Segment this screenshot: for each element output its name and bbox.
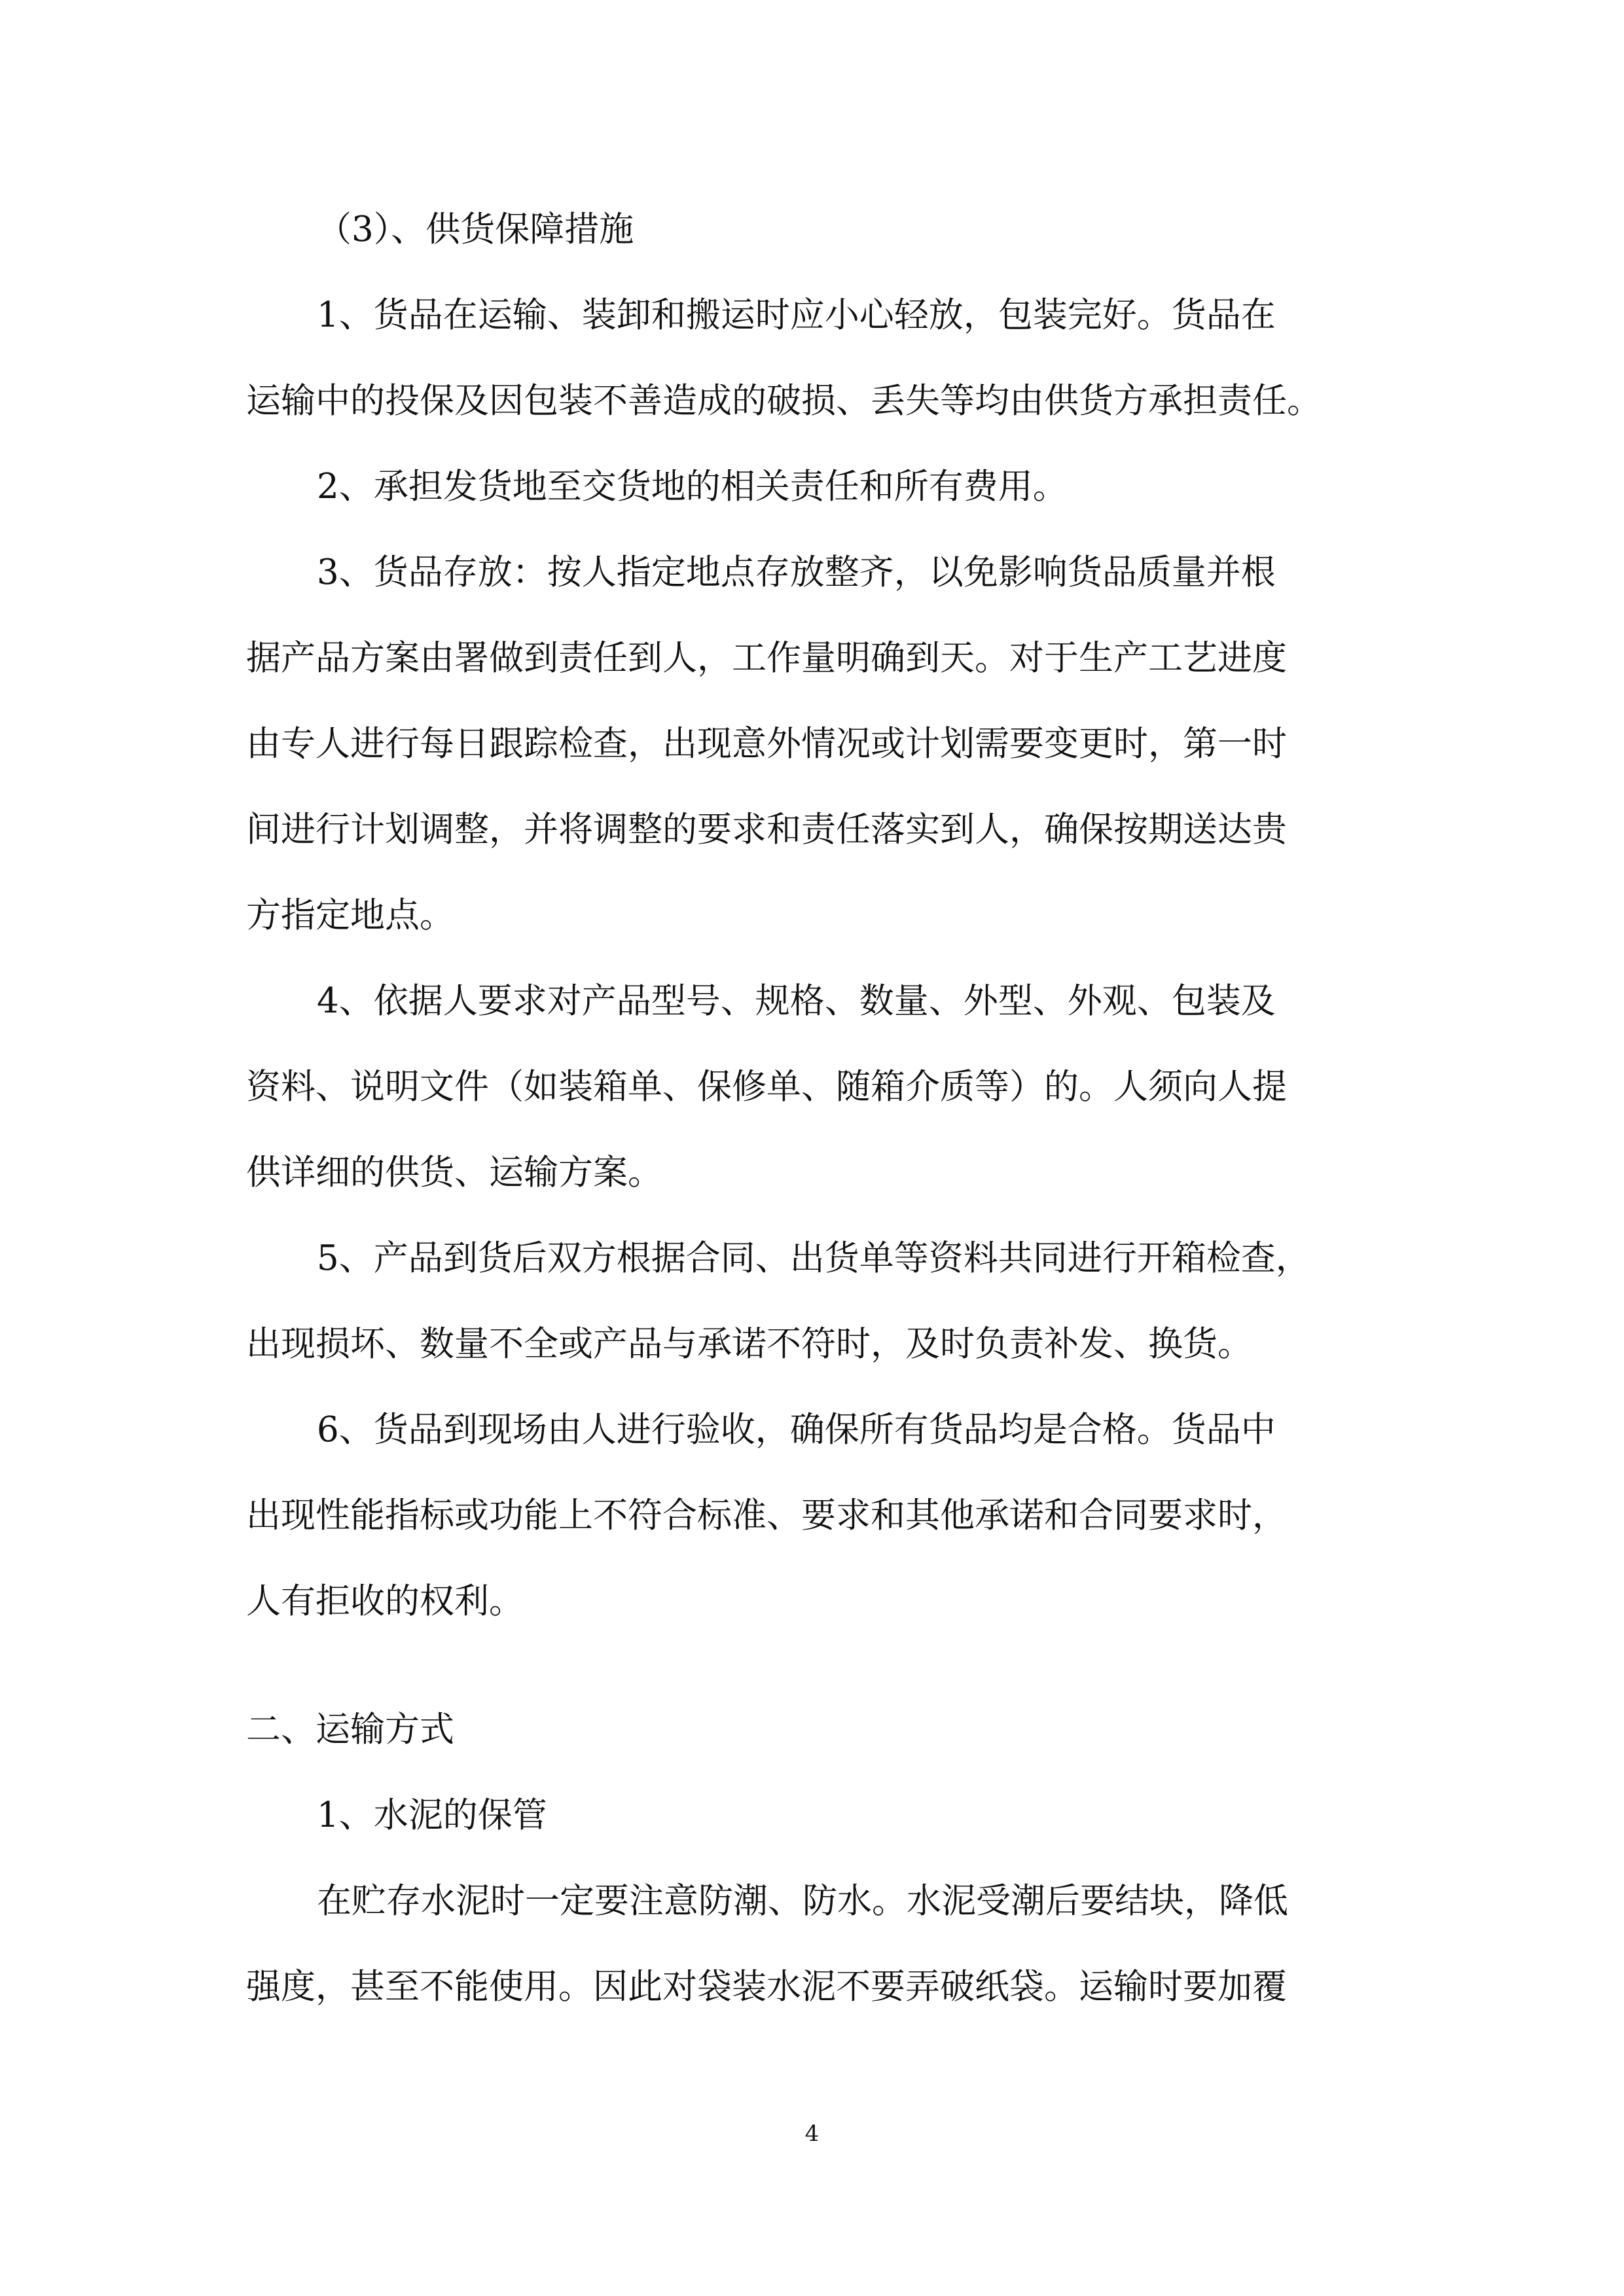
paragraph-line: 4、依据人要求对产品型号、规格、数量、外型、外观、包装及 [317,981,1276,1021]
paragraph-line: 在贮存水泥时一定要注意防潮、防水。水泥受潮后要结块，降低 [317,1881,1288,1921]
paragraph-line: 人有拒收的权利。 [246,1581,524,1621]
paragraph-line: 方指定地点。 [246,895,454,935]
paragraph-line: 1、货品在运输、装卸和搬运时应小心轻放，包装完好。货品在 [317,295,1276,335]
page-number: 4 [804,2121,820,2147]
body-text [246,208,1398,2051]
paragraph-line: 运输中的投保及因包装不善造成的破损、丢失等均由供货方承担责任。 [246,381,1322,421]
paragraph-line: 强度，甚至不能使用。因此对袋装水泥不要弄破纸袋。运输时要加覆 [246,1967,1287,2007]
paragraph-line: 据产品方案由署做到责任到人，工作量明确到天。对于生产工艺进度 [246,638,1287,678]
paragraph-line: 5、产品到货后双方根据合同、出货单等资料共同进行开箱检查， [317,1238,1310,1278]
paragraph-line: 由专人进行每日跟踪检查，出现意外情况或计划需要变更时，第一时 [246,724,1287,764]
section-heading: 二、运输方式 [246,1710,454,1749]
paragraph-line: 供详细的供货、运输方案。 [246,1153,662,1193]
paragraph-line: 6、货品到现场由人进行验收，确保所有货品均是合格。货品中 [317,1410,1276,1450]
subsection-heading: 1、水泥的保管 [317,1795,547,1835]
paragraph-line: 出现损坏、数量不全或产品与承诺不符时，及时负责补发、换货。 [246,1324,1252,1364]
paragraph-line: 间进行计划调整，并将调整的要求和责任落实到人，确保按期送达贵 [246,810,1287,850]
paragraph-line: 3、货品存放：按人指定地点存放整齐，以免影响货品质量并根 [317,552,1276,592]
paragraph-line: 出现性能指标或功能上不符合标准、要求和其他承诺和合同要求时， [246,1496,1287,1535]
paragraph-line: 资料、说明文件（如装箱单、保修单、随箱介质等）的。人须向人提 [246,1067,1287,1107]
paragraph-line: 2、承担发货地至交货地的相关责任和所有费用。 [317,467,1068,507]
subsection-heading: （3）、供货保障措施 [317,209,634,249]
